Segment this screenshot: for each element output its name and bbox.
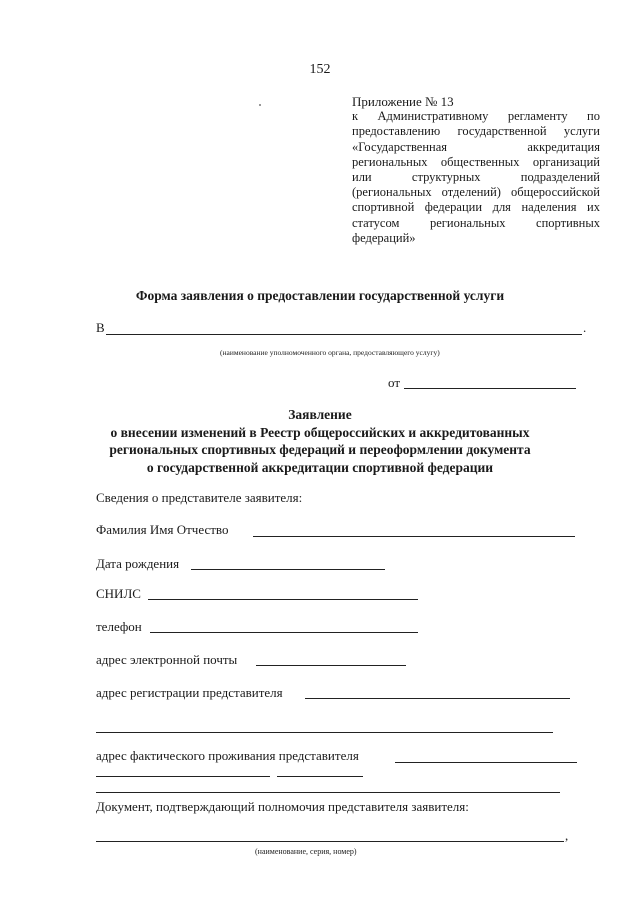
representative-info-label: Сведения о представителе заявителя: xyxy=(96,490,303,505)
actual-address-field-3[interactable] xyxy=(96,792,560,793)
email-label: адрес электронной почты xyxy=(96,652,238,667)
phone-field[interactable] xyxy=(150,632,418,633)
actual-address-field-2a[interactable] xyxy=(96,776,270,777)
addressee-prefix: В xyxy=(96,320,105,335)
authority-document-label: Документ, подтверждающий полномочия представителя заявителя: xyxy=(96,799,469,814)
document-caption: (наименование, серия, номер) xyxy=(255,847,357,856)
addressee-field[interactable] xyxy=(106,334,582,335)
authority-document-field[interactable] xyxy=(96,841,564,842)
appendix-block xyxy=(352,94,600,246)
actual-address-field-2b[interactable] xyxy=(277,776,363,777)
full-name-label: Фамилия Имя Отчество xyxy=(96,522,229,537)
registration-address-field-2[interactable] xyxy=(96,732,553,733)
scan-speck xyxy=(259,104,261,106)
registration-address-label: адрес регистрации представителя xyxy=(96,685,283,700)
snils-label: СНИЛС xyxy=(96,586,141,601)
statement-line-1: о внесении изменений в Реестр общероссийских и аккредитованных xyxy=(110,424,530,440)
full-name-field[interactable] xyxy=(253,536,575,537)
statement-line-2: региональных спортивных федераций и переоформлении документа xyxy=(109,442,531,457)
statement-heading-block xyxy=(0,406,640,476)
statement-heading: Заявление xyxy=(288,407,352,422)
actual-address-field[interactable] xyxy=(395,762,577,763)
statement-line-3: о государственной аккредитации спортивной федерации xyxy=(146,459,494,475)
birth-date-label: Дата рождения xyxy=(96,556,180,571)
form-title: Форма заявления о предоставлении государственной услуги xyxy=(135,288,505,303)
email-field[interactable] xyxy=(256,665,406,666)
registration-address-field[interactable] xyxy=(305,698,570,699)
from-label: от xyxy=(388,375,401,390)
appendix-title: Приложение № 13 xyxy=(352,94,454,109)
page-number: 152 xyxy=(309,62,331,77)
actual-address-label: адрес фактического проживания представителя xyxy=(96,748,359,763)
birth-date-field[interactable] xyxy=(191,569,385,570)
phone-label: телефон xyxy=(96,619,142,634)
from-field[interactable] xyxy=(404,388,576,389)
appendix-text: к Административному регламенту по предоставлению государственной услуги «Государственная аккредитация региональных общественных организаций или структурных подразделений (региональных отделений) общероссийской спортивной федерации для наделения их статусом региональных спортивных федераций» xyxy=(352,109,600,245)
authority-document-comma: , xyxy=(565,828,569,843)
addressee-dot: . xyxy=(583,320,587,335)
addressee-caption: (наименование уполномоченного органа, предоставляющего услугу) xyxy=(220,348,440,357)
snils-field[interactable] xyxy=(148,599,418,600)
